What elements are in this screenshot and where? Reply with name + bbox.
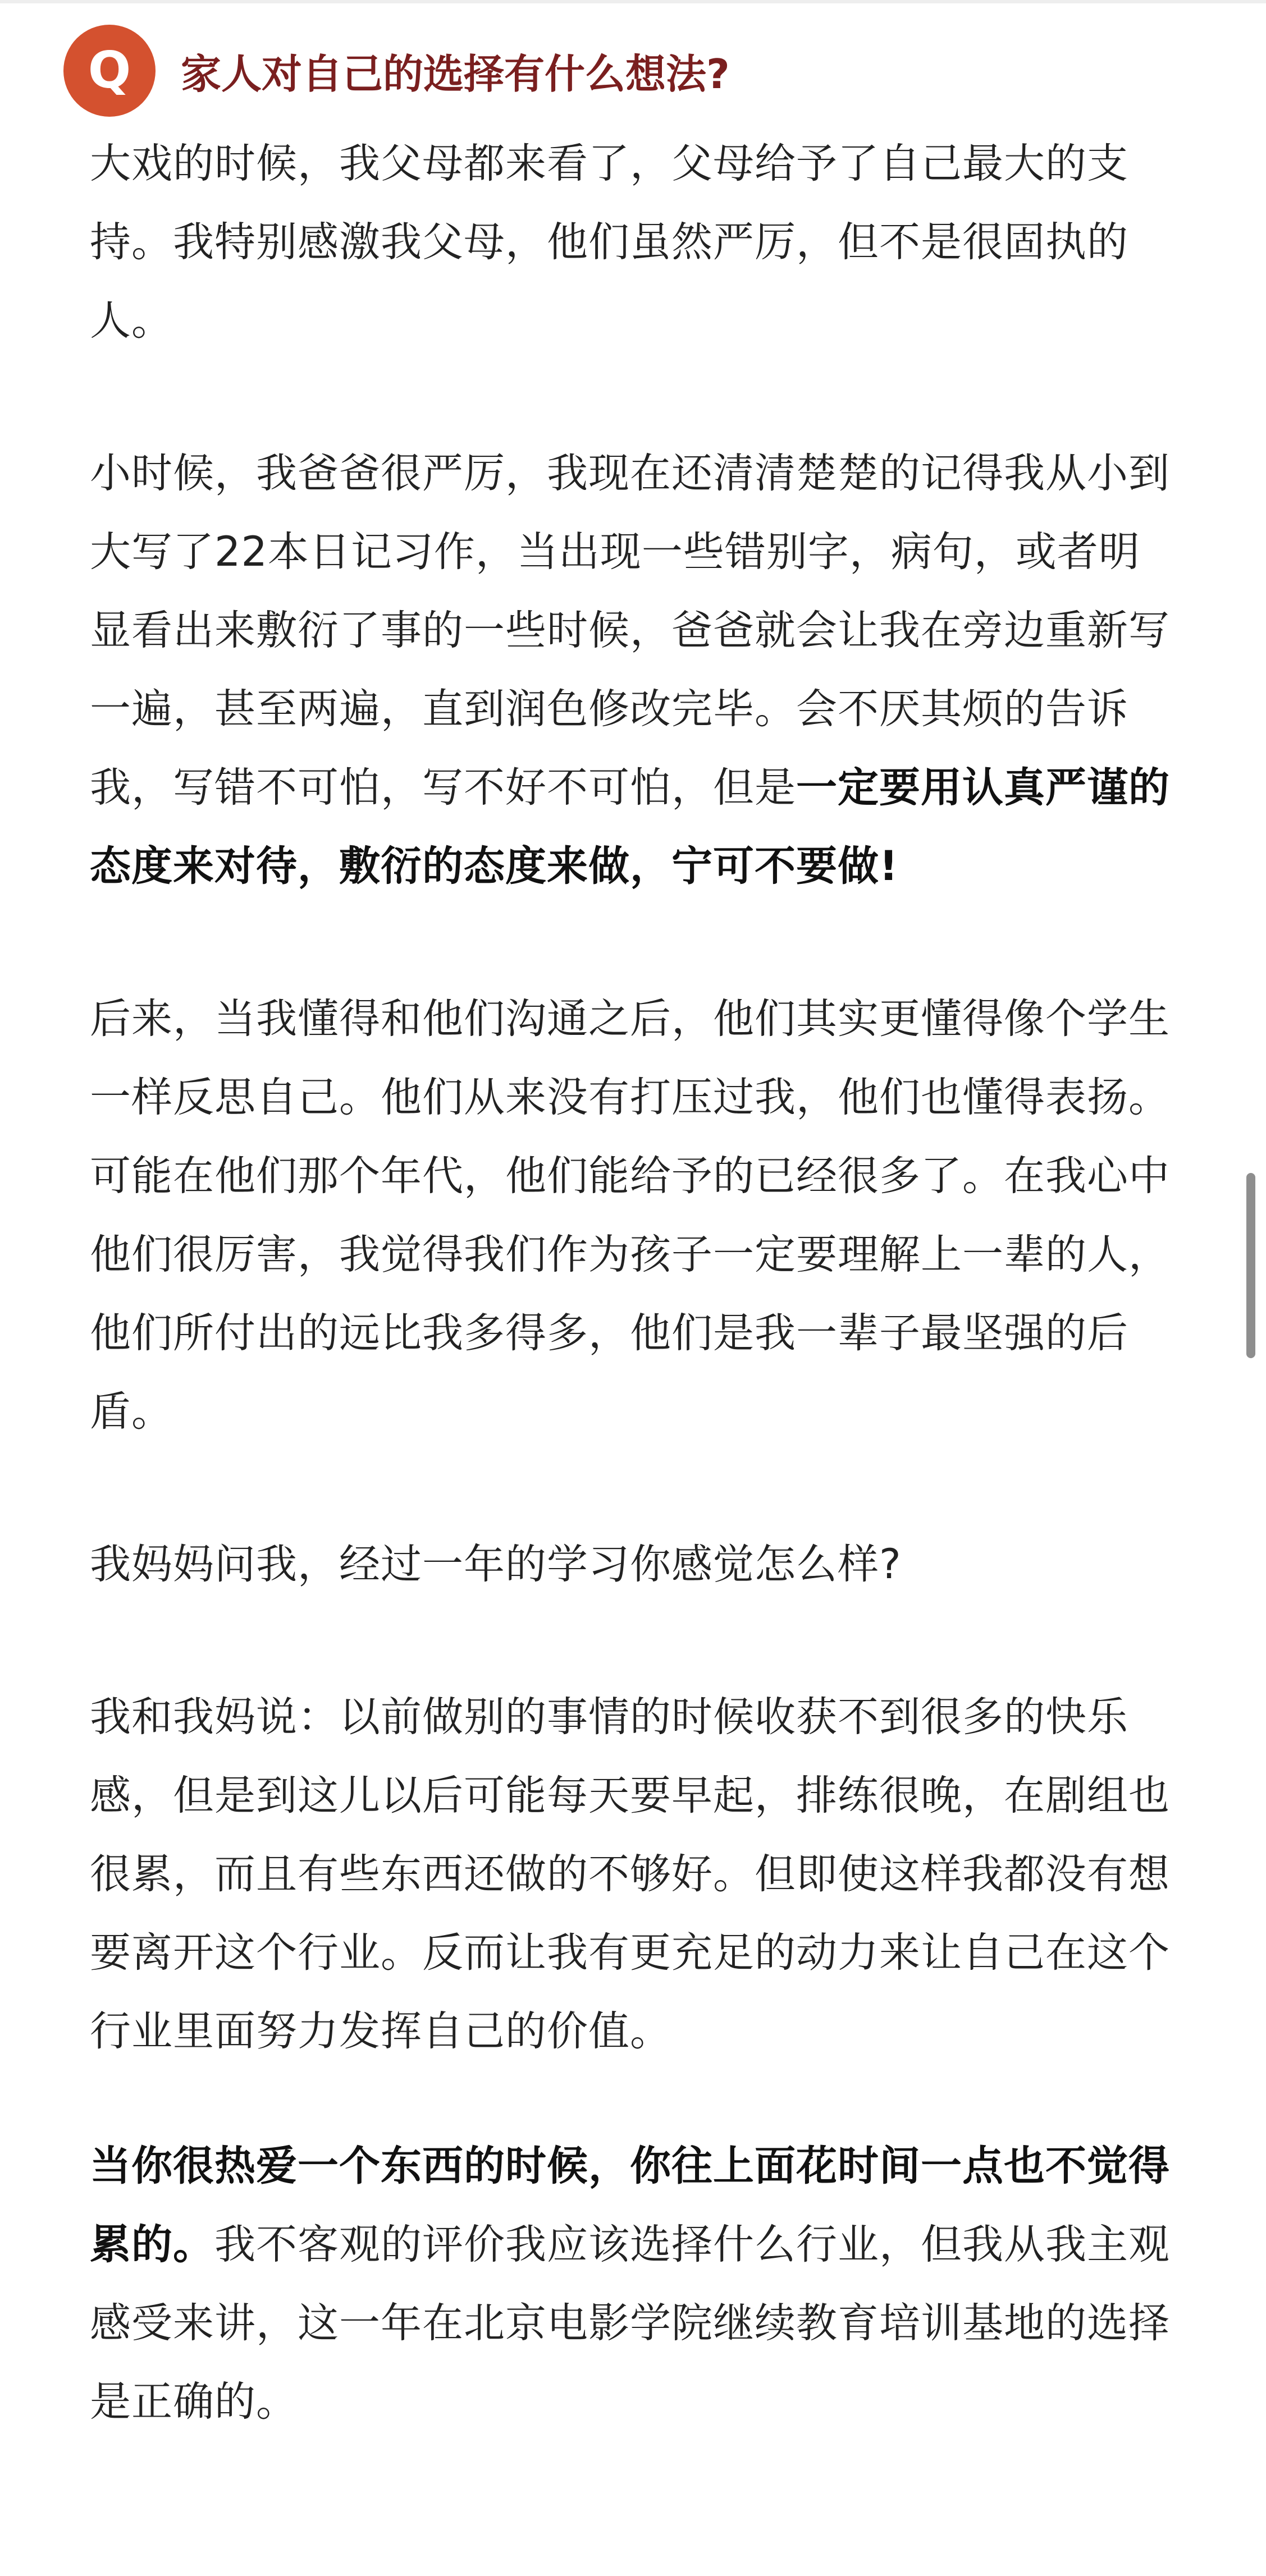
- paragraph-2: [90, 434, 1179, 906]
- paragraph-2-emphasis: 一定要用认真严谨的态度来对待，敷衍的态度来做，宁可不要做!: [90, 764, 1170, 890]
- top-divider: [0, 0, 1266, 3]
- paragraph-3: 后来，当我懂得和他们沟通之后，他们其实更懂得像个学生一样反思自己。他们从来没有打压过我，他们也懂得表扬。可能在他们那个年代，他们能给予的已经很多了。在我心中他们很厉害，我觉得我们作为孩子一定要理解上一辈的人，他们所付出的远比我多得多，他们是我一辈子最坚强的后盾。: [90, 995, 1170, 1436]
- scrollbar-thumb[interactable]: [1246, 1173, 1255, 1358]
- article-body: [90, 125, 1179, 2441]
- paragraph-1: 大戏的时候，我父母都来看了，父母给予了自己最大的支持。我特别感激我父母，他们虽然严厉，但不是很固执的人。: [90, 140, 1128, 345]
- paragraph-6-text: 我不客观的评价我应该选择什么行业，但我从我主观感受来讲，这一年在北京电影学院继续教育培训基地的选择是正确的。: [90, 2221, 1170, 2426]
- question-badge-letter: Q: [88, 41, 131, 100]
- paragraph-6: [90, 2127, 1179, 2441]
- paragraph-4: 我妈妈问我，经过一年的学习你感觉怎么样?: [90, 1541, 902, 1588]
- paragraph-5: 我和我妈说：以前做别的事情的时候收获不到很多的快乐感，但是到这儿以后可能每天要早起，排练很晚，在剧组也很累，而且有些东西还做的不够好。但即使这样我都没有想要离开这个行业。反而让我有更充足的动力来让自己在这个行业里面努力发挥自己的价值。: [90, 1693, 1170, 2055]
- question-title: 家人对自己的选择有什么想法?: [181, 51, 730, 98]
- question-badge-icon: [63, 25, 156, 117]
- paragraph-6-emphasis: 当你很热爱一个东西的时候，你往上面花时间一点也不觉得累的。: [90, 2142, 1170, 2268]
- paragraph-2-text: 小时候，我爸爸很严厉，我现在还清清楚楚的记得我从小到大写了22本日记习作，当出现一些错别字，病句，或者明显看出来敷衍了事的一些时候，爸爸就会让我在旁边重新写一遍，甚至两遍，直到润色修改完毕。会不厌其烦的告诉我，写错不可怕，写不好不可怕，但是: [90, 450, 1170, 812]
